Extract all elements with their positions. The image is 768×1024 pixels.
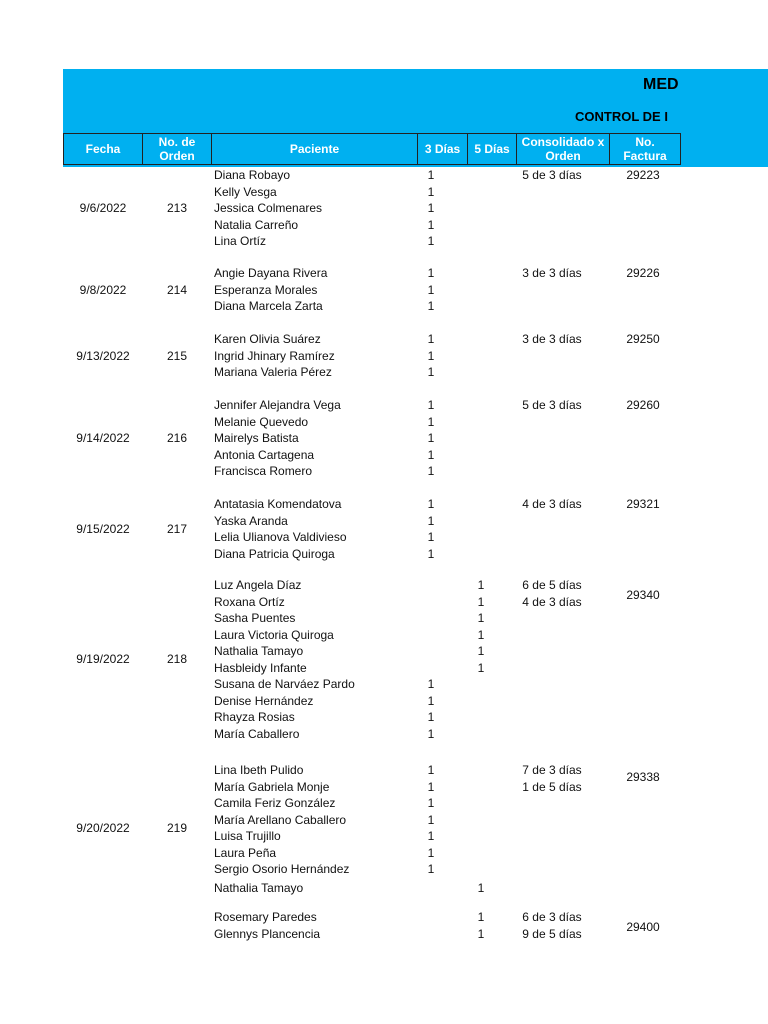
count-3-dias: 1 [427,266,435,280]
count-3-dias: 1 [427,414,435,429]
order-date: 9/15/2022 [76,521,130,536]
col-header-paciente-label: Paciente [289,142,340,156]
patient-name: Rhayza Rosias [214,710,295,724]
count-5-dias: 1 [477,880,485,895]
patient-name: Francisca Romero [214,464,313,478]
patient-name: Laura Peña [214,845,277,860]
patient-name: Sergio Osorio Hernández [214,862,350,876]
patient-name: Mairelys Batista [214,431,299,445]
patient-name: Antonia Cartagena [214,447,315,462]
count-3-dias: 1 [427,546,435,561]
order-number: 218 [166,652,188,667]
patient-name: Lelia Ulianova Valdivieso [214,530,347,544]
document-subtitle: CONTROL DE I [575,109,668,124]
count-3-dias: 1 [427,234,435,248]
invoice-number: 29250 [626,332,660,346]
consolidated-summary: 1 de 5 días [522,779,582,794]
patient-name: Camila Feriz González [214,796,336,810]
count-3-dias: 1 [427,168,435,182]
order-number: 214 [166,282,188,297]
invoice-number: 29223 [626,168,660,182]
count-5-dias: 1 [477,594,485,609]
count-3-dias: 1 [427,497,435,511]
consolidated-summary: 5 de 3 días [522,168,582,182]
patient-name: Denise Hernández [214,693,314,708]
patient-name: Jessica Colmenares [214,201,323,215]
consolidated-summary: 4 de 3 días [522,594,582,609]
patient-name: Lina Ortíz [214,234,267,248]
order-date: 9/14/2022 [76,431,130,445]
count-3-dias: 1 [427,348,435,363]
patient-name: Mariana Valeria Pérez [214,365,332,379]
col-header-fecha [63,133,143,165]
count-3-dias: 1 [427,763,435,777]
patient-name: Diana Marcela Zarta [214,299,323,313]
patient-name: Rosemary Paredes [214,910,317,924]
patient-name: Luz Angela Díaz [214,578,302,592]
count-3-dias: 1 [427,332,435,346]
patient-name: Ingrid Jhinary Ramírez [214,348,335,363]
col-header-paciente [211,133,418,165]
col-header-3dias [417,133,468,165]
count-3-dias: 1 [427,217,435,232]
count-3-dias: 1 [427,282,435,297]
consolidated-summary: 9 de 5 días [522,926,582,941]
count-3-dias: 1 [427,677,435,691]
patient-name: Luisa Trujillo [214,829,281,843]
count-3-dias: 1 [427,779,435,794]
order-date: 9/6/2022 [79,201,127,215]
order-date: 9/13/2022 [76,348,130,363]
col-header-3dias-label: 3 Días [424,142,461,156]
patient-name: Diana Patricia Quiroga [214,546,335,561]
consolidated-summary: 7 de 3 días [522,763,582,777]
consolidated-summary: 6 de 5 días [522,578,582,592]
count-5-dias: 1 [477,644,485,658]
count-3-dias: 1 [427,184,435,199]
count-3-dias: 1 [427,447,435,462]
count-3-dias: 1 [427,201,435,215]
col-header-factura [609,133,681,165]
patient-name: Susana de Narváez Pardo [214,677,355,691]
col-header-factura-label-1: No. [635,135,655,149]
consolidated-summary: 3 de 3 días [522,266,582,280]
count-3-dias: 1 [427,365,435,379]
patient-name: Laura Victoria Quiroga [214,627,334,642]
count-3-dias: 1 [427,431,435,445]
col-header-orden-label-1: No. de [158,135,196,149]
patient-name: Yaska Aranda [214,513,288,528]
order-number: 215 [166,348,188,363]
col-header-consolidado-label-1: Consolidado x [521,135,605,149]
patient-name: Jennifer Alejandra Vega [214,398,341,412]
order-number: 219 [166,820,188,835]
count-3-dias: 1 [427,693,435,708]
count-3-dias: 1 [427,530,435,544]
col-header-consolidado-label-2: Orden [545,149,581,163]
count-5-dias: 1 [477,611,485,625]
count-5-dias: 1 [477,627,485,642]
col-header-factura-label-2: Factura [623,149,667,163]
patient-name: Karen Olivia Suárez [214,332,321,346]
col-header-consolidado [516,133,610,165]
count-5-dias: 1 [477,578,485,592]
count-3-dias: 1 [427,726,435,741]
order-date: 9/19/2022 [76,652,130,667]
count-5-dias: 1 [477,910,485,924]
table-header [63,133,681,167]
invoice-number: 29340 [626,588,660,602]
consolidated-summary: 6 de 3 días [522,910,582,924]
invoice-number: 29400 [626,920,660,934]
invoice-number: 29260 [626,398,660,412]
invoice-number: 29226 [626,266,660,280]
col-header-orden-label-2: Orden [159,149,195,163]
count-3-dias: 1 [427,796,435,810]
col-header-5dias-label: 5 Días [474,142,510,156]
patient-name: Lina Ibeth Pulido [214,763,304,777]
patient-name: Angie Dayana Rivera [214,266,328,280]
patient-name: Diana Robayo [214,168,291,182]
invoice-number: 29338 [626,770,660,784]
count-3-dias: 1 [427,812,435,827]
col-header-orden [142,133,212,165]
patient-name: Melanie Quevedo [214,414,309,429]
count-3-dias: 1 [427,710,435,724]
col-header-fecha-label: Fecha [85,142,121,156]
order-number: 217 [166,521,188,536]
order-number: 216 [166,431,188,445]
patient-name: Antatasia Komendatova [214,497,342,511]
patient-name: Glennys Plancencia [214,926,321,941]
document-title: MED [643,76,679,93]
consolidated-summary: 4 de 3 días [522,497,582,511]
count-5-dias: 1 [477,926,485,941]
count-3-dias: 1 [427,829,435,843]
patient-name: Natalia Carreño [214,217,299,232]
consolidated-summary: 3 de 3 días [522,332,582,346]
patient-name: Roxana Ortíz [214,594,285,609]
patient-name: María Gabriela Monje [214,779,330,794]
count-3-dias: 1 [427,299,435,313]
count-3-dias: 1 [427,513,435,528]
patient-name: María Arellano Caballero [214,812,347,827]
count-3-dias: 1 [427,845,435,860]
patient-name: Nathalia Tamayo [214,880,304,895]
count-5-dias: 1 [477,660,485,675]
order-date: 9/20/2022 [76,820,130,835]
patient-name: María Caballero [214,726,300,741]
order-number: 213 [166,201,188,215]
order-date: 9/8/2022 [79,282,127,297]
count-3-dias: 1 [427,464,435,478]
patient-name: Kelly Vesga [214,184,277,199]
consolidated-summary: 5 de 3 días [522,398,582,412]
patient-name: Esperanza Morales [214,282,318,297]
count-3-dias: 1 [427,398,435,412]
patient-name: Sasha Puentes [214,611,296,625]
patient-name: Nathalia Tamayo [214,644,304,658]
patient-name: Hasbleidy Infante [214,660,307,675]
count-3-dias: 1 [427,862,435,876]
invoice-number: 29321 [626,497,660,511]
col-header-5dias [467,133,517,165]
